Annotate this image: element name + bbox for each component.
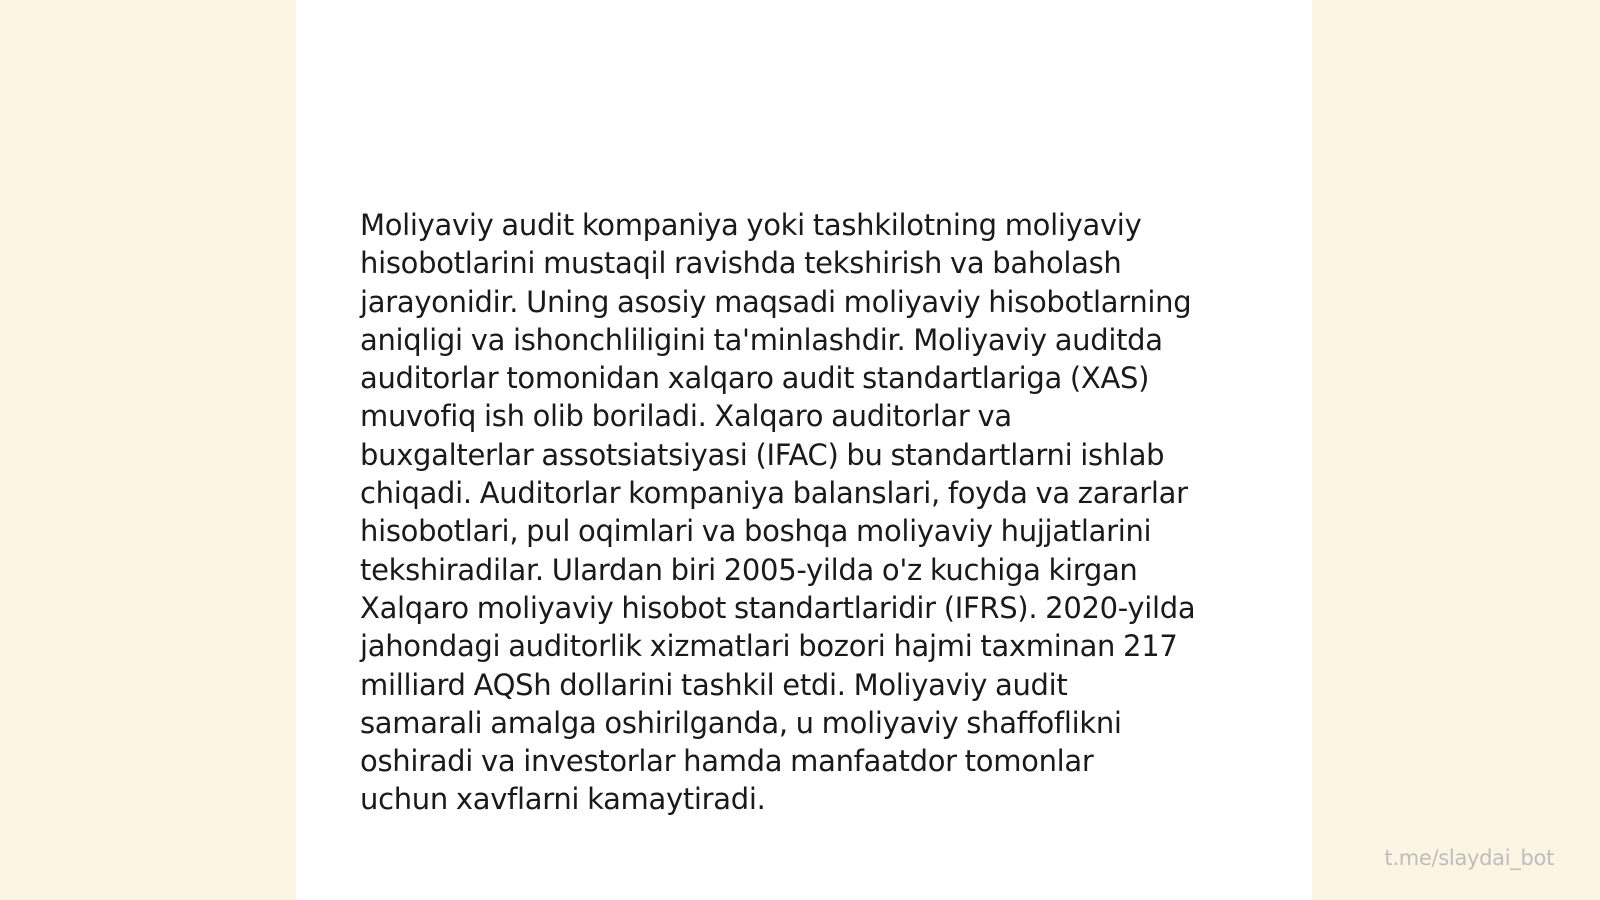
watermark-text: t.me/slaydai_bot xyxy=(1384,846,1554,870)
slide-page xyxy=(296,0,1312,900)
text-line: uchun xavflarni kamaytiradi. xyxy=(360,782,766,817)
text-line: chiqadi. Auditorlar kompaniya balanslari, foyda va zararlar xyxy=(360,476,1188,511)
text-line: tekshiradilar. Ulardan biri 2005-yilda o'z kuchiga kirgan xyxy=(360,552,1138,587)
text-line: Xalqaro moliyaviy hisobot standartlaridir (IFRS). 2020-yilda xyxy=(360,590,1196,625)
text-line: hisobotlarini mustaqil ravishda tekshirish va baholash xyxy=(360,246,1122,281)
text-line: hisobotlari, pul oqimlari va boshqa moliyaviy hujjatlarini xyxy=(360,514,1152,549)
right-margin-panel xyxy=(1312,0,1600,900)
text-line: oshiradi va investorlar hamda manfaatdor tomonlar xyxy=(360,744,1094,779)
text-line: Moliyaviy audit kompaniya yoki tashkilotning moliyaviy xyxy=(360,208,1142,242)
text-line: samarali amalga oshirilganda, u moliyaviy shaffoflikni xyxy=(360,705,1122,740)
slide-body-text xyxy=(360,206,1260,819)
left-margin-panel xyxy=(0,0,296,900)
text-line: jahondagi auditorlik xizmatlari bozori hajmi taxminan 217 xyxy=(360,629,1178,664)
text-line: muvofiq ish olib boriladi. Xalqaro auditorlar va xyxy=(360,399,1012,434)
text-line: jarayonidir. Uning asosiy maqsadi moliyaviy hisobotlarning xyxy=(360,284,1192,319)
text-line: buxgalterlar assotsiatsiyasi (IFAC) bu standartlarni ishlab xyxy=(360,437,1165,472)
text-line: auditorlar tomonidan xalqaro audit standartlariga (XAS) xyxy=(360,361,1150,396)
text-line: aniqligi va ishonchliligini ta'minlashdir. Moliyaviy auditda xyxy=(360,322,1163,357)
text-line: milliard AQSh dollarini tashkil etdi. Moliyaviy audit xyxy=(360,667,1068,702)
